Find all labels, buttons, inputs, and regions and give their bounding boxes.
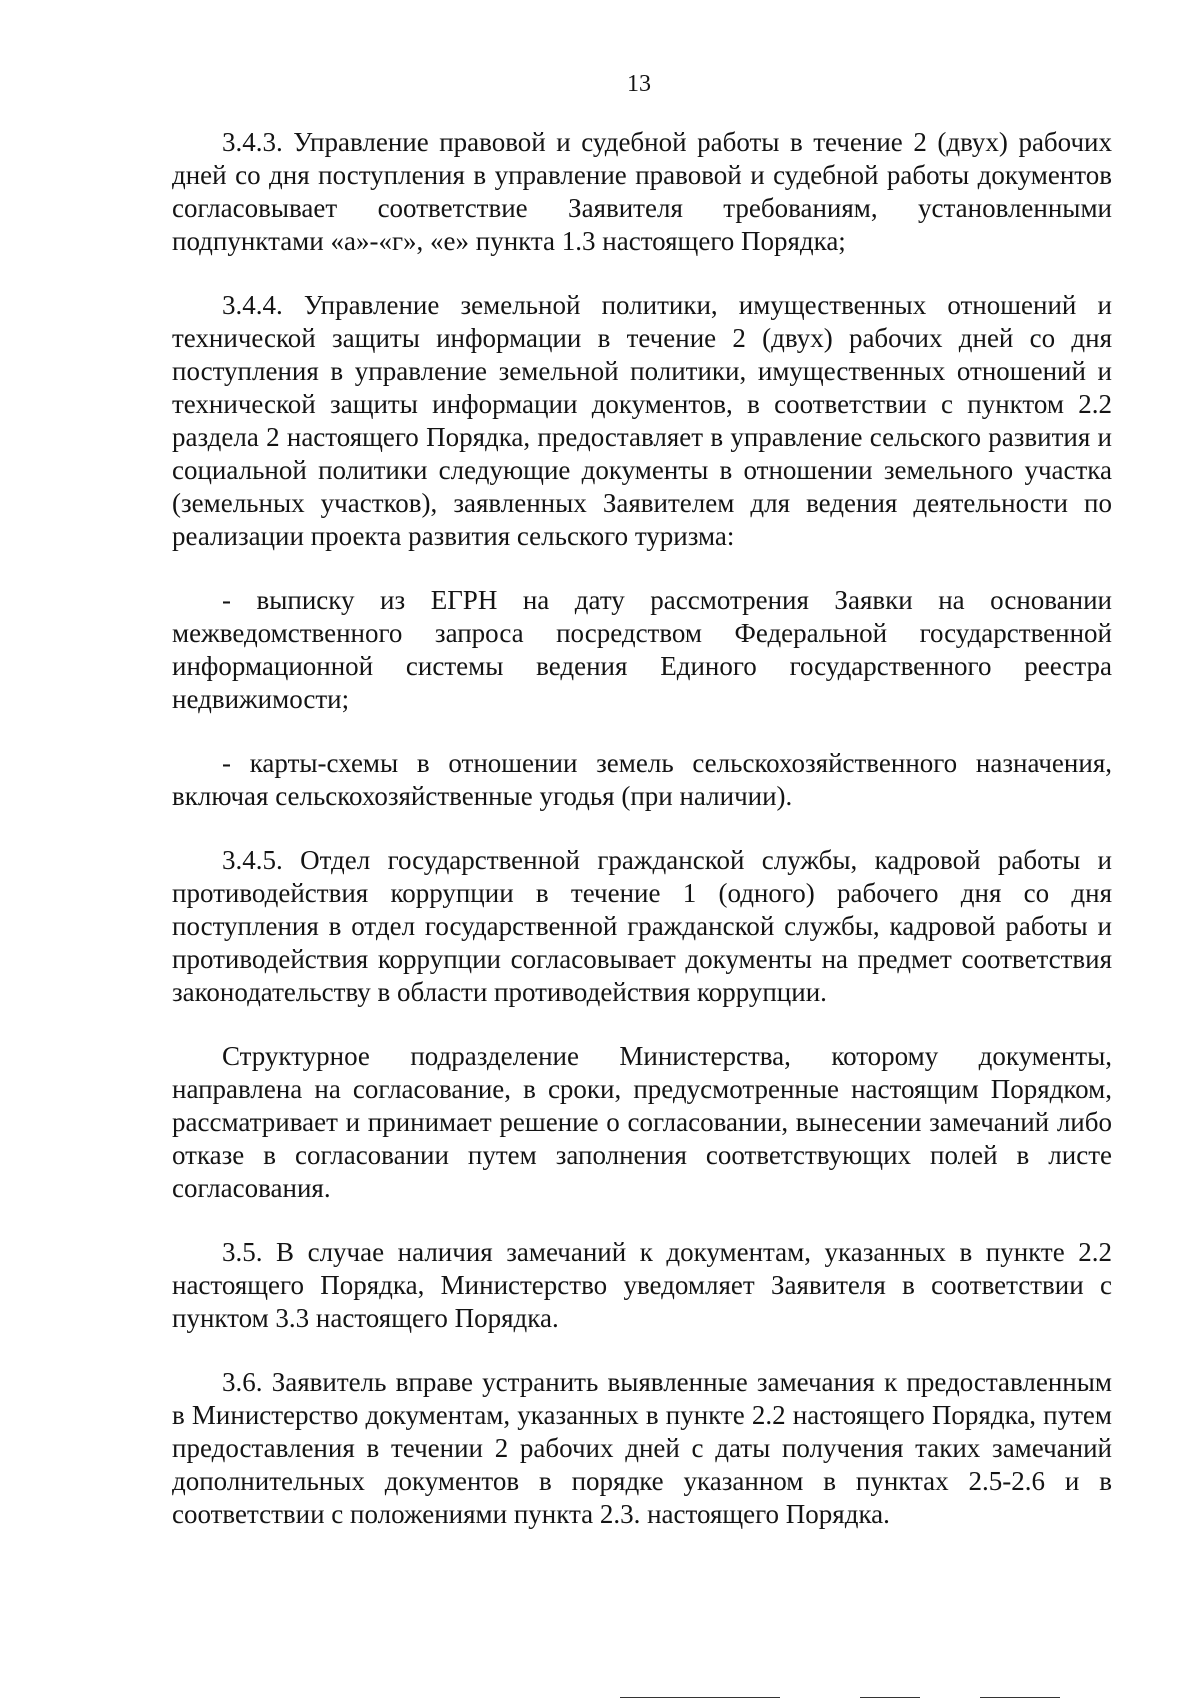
paragraph-3-5: 3.5. В случае наличия замечаний к документам, указанных в пункте 2.2 настоящего Порядка, Министерство уведомляет Заявителя в соответствии с пунктом 3.3 настоящего Порядка. (172, 1237, 1112, 1333)
paragraph-3-4-3: 3.4.3. Управление правовой и судебной работы в течение 2 (двух) рабочих дней со дня поступления в управление правовой и судебной работы документов согласовывает соответствие Заявителя требованиям, установленными подпунктами «а»-«г», «е» пункта 1.3 настоящего Порядка; (172, 127, 1112, 256)
paragraph-3-4-4: 3.4.4. Управление земельной политики, имущественных отношений и технической защиты информации в течение 2 (двух) рабочих дней со дня поступления в управление земельной политики, имущественных отношений и технической защиты информации документов, в соответствии с пунктом 2.2 раздела 2 настоящего Порядка, предоставляет в управление сельского развития и социальной политики следующие документы в отношении земельного участка (земельных участков), заявленных Заявителем для ведения деятельности по реализации проекта развития сельского туризма: (172, 290, 1112, 551)
footer-rule (980, 1697, 1060, 1698)
paragraph-3-4-5: 3.4.5. Отдел государственной гражданской службы, кадровой работы и противодействия коррупции в течение 1 (одного) рабочего дня со дня поступления в отдел государственной гражданской службы, кадровой работы и противодействия коррупции согласовывает документы на предмет соответствия законодательству в области противодействия коррупции. (172, 845, 1112, 1007)
list-item-map-schemes: - карты-схемы в отношении земель сельскохозяйственного назначения, включая сельскохозяйственные угодья (при наличии). (172, 748, 1112, 811)
document-body (172, 126, 1112, 1562)
paragraph-3-6: 3.6. Заявитель вправе устранить выявленные замечания к предоставленным в Министерство документам, указанных в пункте 2.2 настоящего Порядка, путем предоставления в течении 2 рабочих дней с даты получения таких замечаний дополнительных документов в порядке указанном в пунктах 2.5-2.6 и в соответствии с положениями пункта 2.3. настоящего Порядка. (172, 1367, 1112, 1529)
footer-rule (620, 1697, 780, 1698)
page-number: 13 (627, 71, 651, 97)
list-item-egrn-extract: - выписку из ЕГРН на дату рассмотрения Заявки на основании межведомственного запроса посредством Федеральной государственной информационной системы ведения Единого государственного реестра недвижимости; (172, 585, 1112, 714)
paragraph-structural-division: Структурное подразделение Министерства, которому документы, направлена на согласование, в сроки, предусмотренные настоящим Порядком, рассматривает и принимает решение о согласовании, вынесении замечаний либо отказе в согласовании путем заполнения соответствующих полей в листе согласования. (172, 1041, 1112, 1203)
footer-rule (860, 1697, 920, 1698)
